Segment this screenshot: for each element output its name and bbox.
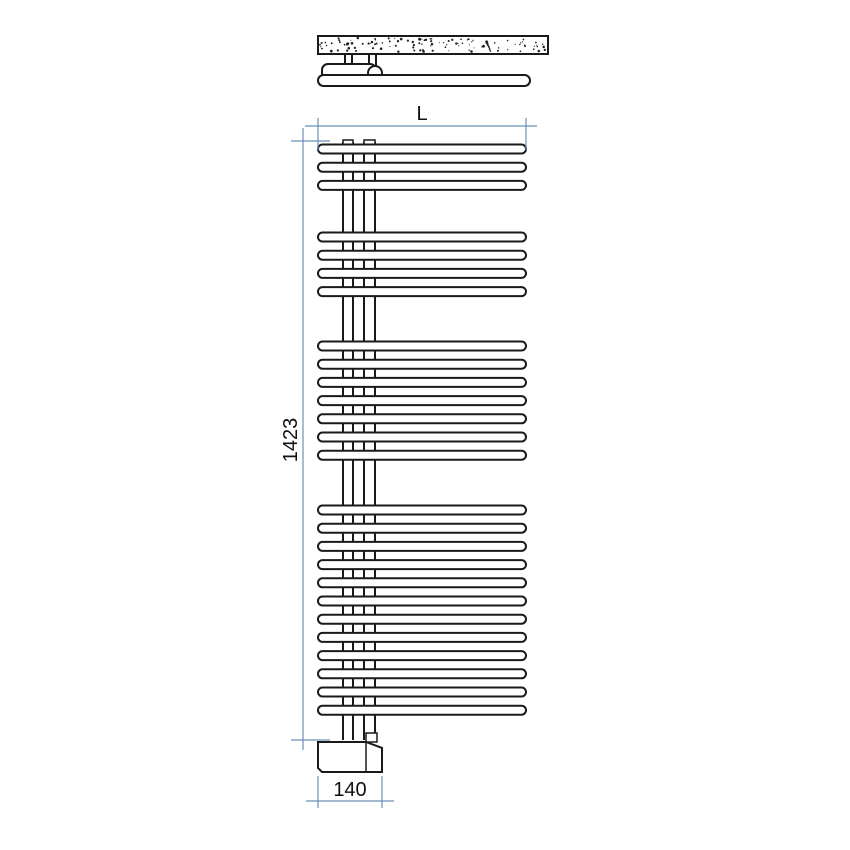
rail-18 — [318, 560, 526, 569]
rail-12 — [318, 414, 526, 423]
rail-4 — [318, 233, 526, 242]
rail-25 — [318, 688, 526, 697]
rail-13 — [318, 433, 526, 442]
top-rail — [318, 75, 530, 86]
top-view — [318, 36, 548, 86]
rail-24 — [318, 669, 526, 678]
rail-8 — [318, 342, 526, 351]
depth-label: 140 — [333, 779, 367, 801]
rail-19 — [318, 578, 526, 587]
width-label: L — [416, 103, 428, 125]
rail-6 — [318, 269, 526, 278]
rail-26 — [318, 706, 526, 715]
heating-element-box — [318, 733, 382, 772]
rail-14 — [318, 451, 526, 460]
rail-7 — [318, 287, 526, 296]
rail-10 — [318, 378, 526, 387]
rail-5 — [318, 251, 526, 260]
rail-23 — [318, 651, 526, 660]
front-view — [318, 140, 526, 772]
rail-16 — [318, 524, 526, 533]
rail-22 — [318, 633, 526, 642]
rail-9 — [318, 360, 526, 369]
rail-3 — [318, 181, 526, 190]
dimension-depth — [306, 776, 394, 808]
rail-15 — [318, 506, 526, 515]
rail-21 — [318, 615, 526, 624]
rail-2 — [318, 163, 526, 172]
dimension-width — [305, 103, 537, 150]
rail-20 — [318, 597, 526, 606]
horizontal-rails — [318, 145, 526, 715]
rail-17 — [318, 542, 526, 551]
height-label: 1423 — [280, 417, 302, 463]
rail-1 — [318, 145, 526, 154]
rail-11 — [318, 396, 526, 405]
